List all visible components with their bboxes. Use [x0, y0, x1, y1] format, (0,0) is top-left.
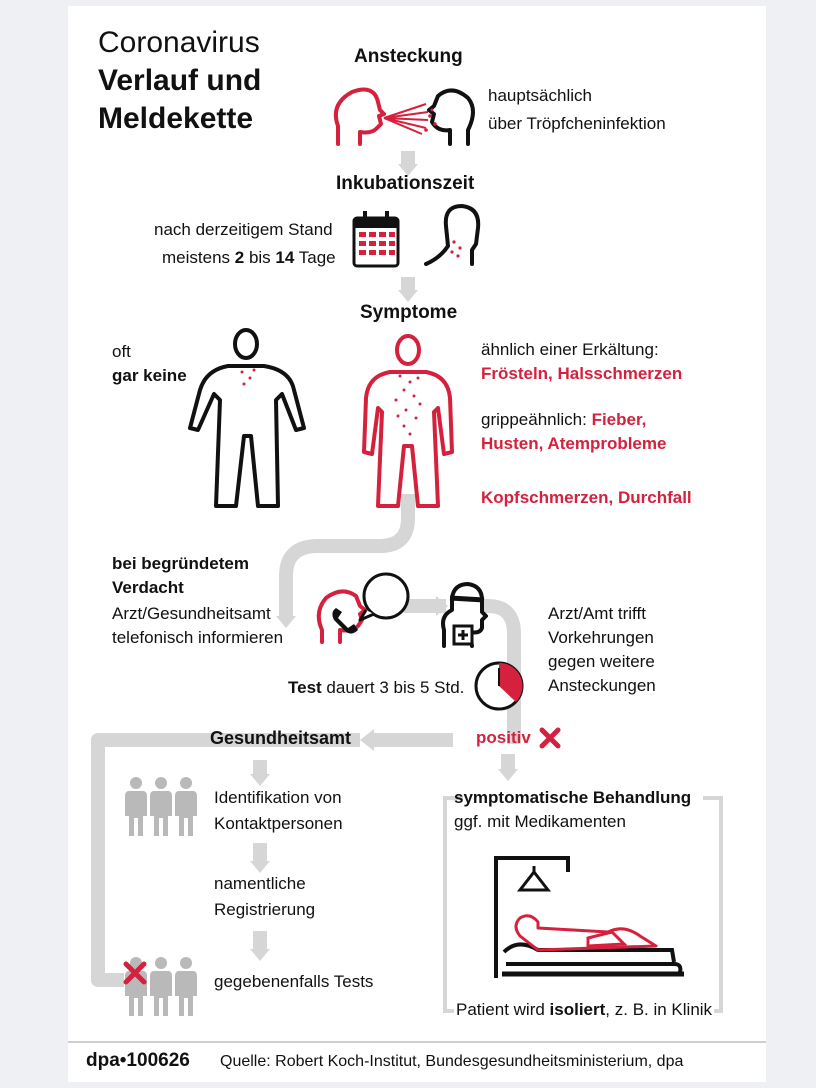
- hospital-bed-icon: [496, 858, 684, 978]
- throat-icon: [426, 206, 478, 264]
- phone-head-icon: [319, 591, 365, 642]
- test-rest: dauert 3 bis 5 Std.: [321, 678, 465, 697]
- inkubation-post: Tage: [294, 248, 336, 267]
- speech-bubble-icon: [360, 572, 410, 620]
- arzt-1: Arzt/Amt trifft: [548, 604, 646, 623]
- inkubation-pre: meistens: [162, 248, 235, 267]
- x-mark-icon: [542, 730, 558, 746]
- flu-intro: grippeähnlich:: [481, 410, 592, 429]
- days-from: 2: [234, 248, 245, 267]
- verdacht-4: telefonisch informieren: [112, 628, 284, 647]
- calendar-icon: [354, 211, 398, 266]
- other-symptoms: Kopfschmerzen, Durchfall: [481, 488, 692, 507]
- cold-symptoms: Frösteln, Halsschmerzen: [481, 364, 683, 383]
- test-duration: [288, 678, 464, 698]
- people-test-icon: [125, 957, 197, 1016]
- test-bold: Test: [288, 678, 322, 697]
- gesundheitsamt-step1-1: Identifikation von: [214, 788, 342, 807]
- gesundheitsamt-step3: gegebenenfalls Tests: [214, 972, 374, 991]
- flu-symptoms-1: Fieber,: [591, 410, 647, 429]
- behandlung-heading: symptomatische Behandlung: [454, 788, 692, 807]
- flu-symptoms-2: Husten, Atemprobleme: [481, 434, 667, 453]
- title-line-1: Coronavirus: [98, 26, 260, 59]
- gesundheitsamt-step1-2: Kontaktpersonen: [214, 814, 343, 833]
- ansteckung-text-1: hauptsächlich: [488, 86, 592, 105]
- spray-icon: [384, 104, 428, 134]
- body-icon-black: [190, 330, 304, 506]
- footer-source: Quelle: Robert Koch-Institut, Bundesgesundheitsministerium, dpa: [220, 1053, 684, 1070]
- sneeze-icon: [336, 90, 384, 144]
- doctor-icon: [443, 584, 486, 646]
- positiv-label: positiv: [476, 728, 531, 747]
- patient-pre: Patient wird: [456, 1000, 550, 1019]
- ansteckung-text-2: über Tröpfcheninfektion: [488, 114, 666, 133]
- verdacht-2: Verdacht: [112, 578, 184, 597]
- symptome-none-2: gar keine: [112, 366, 187, 385]
- symptome-heading: Symptome: [360, 302, 458, 323]
- verdacht-3: Arzt/Gesundheitsamt: [112, 604, 271, 623]
- footer-brand: dpa•100626: [86, 1050, 190, 1071]
- symptome-none-1: oft: [112, 342, 131, 361]
- patient-post: , z. B. in Klinik: [605, 1000, 713, 1019]
- patient-isolated: [454, 1000, 714, 1020]
- gesundheitsamt-heading: Gesundheitsamt: [210, 728, 352, 748]
- flow-graphics: [68, 6, 766, 1082]
- arzt-2: Vorkehrungen: [548, 628, 654, 647]
- title-line-2: Verlauf und: [98, 64, 262, 97]
- infographic-card: [68, 6, 766, 1082]
- inkubation-mid: bis: [244, 248, 276, 267]
- days-to: 14: [275, 248, 295, 267]
- ansteckung-heading: Ansteckung: [354, 46, 463, 67]
- gesundheitsamt-step2-1: namentliche: [214, 874, 306, 893]
- patient-bold: isoliert: [549, 1000, 606, 1019]
- body-icon-red: [364, 336, 452, 506]
- red-body-dots: [395, 375, 422, 436]
- inkubation-heading: Inkubationszeit: [336, 173, 475, 194]
- cold-intro: ähnlich einer Erkältung:: [481, 340, 659, 359]
- flu-line-1: [481, 410, 646, 430]
- behandlung-sub: ggf. mit Medikamenten: [454, 812, 626, 831]
- arzt-4: Ansteckungen: [548, 676, 656, 695]
- inkubation-text-2: [162, 248, 336, 268]
- arzt-3: gegen weitere: [548, 652, 655, 671]
- head-icon: [429, 90, 473, 144]
- inkubation-text-1: nach derzeitigem Stand: [154, 220, 333, 239]
- title-line-3: Meldekette: [98, 102, 254, 135]
- verdacht-1: bei begründetem: [112, 554, 249, 573]
- clock-icon: [476, 663, 522, 709]
- gesundheitsamt-step2-2: Registrierung: [214, 900, 316, 919]
- people-icon: [125, 777, 197, 836]
